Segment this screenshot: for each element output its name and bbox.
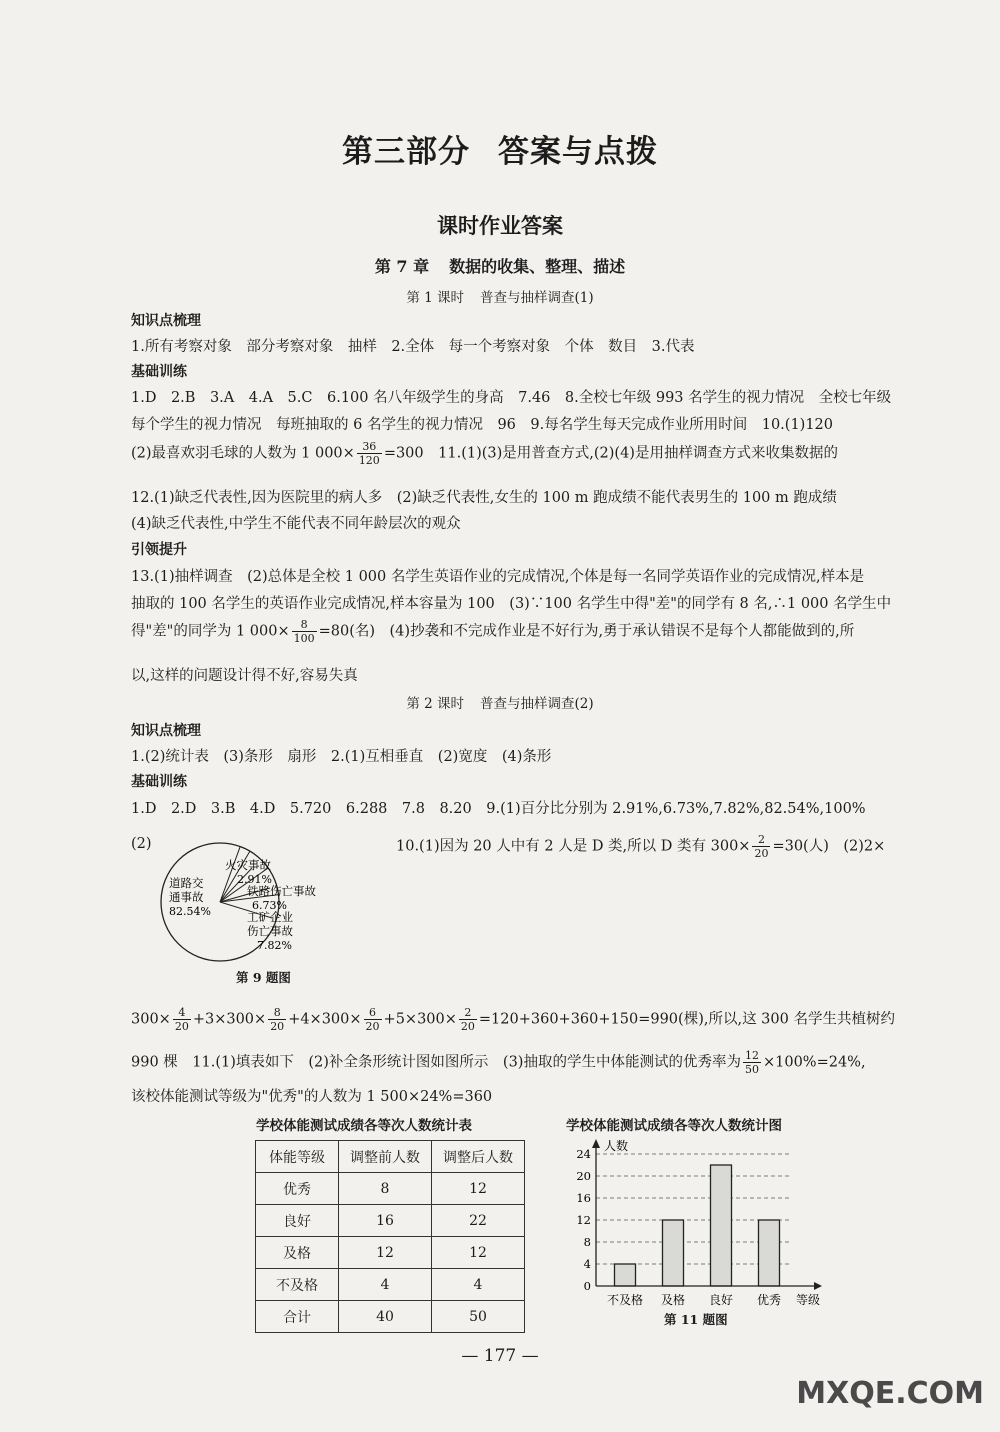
table-header-cell: 调整后人数 [432, 1141, 525, 1173]
fraction-denominator: 50 [744, 1063, 759, 1076]
table-cell: 50 [432, 1301, 525, 1333]
pie-label-rail: 铁路伤亡事故 [247, 884, 316, 898]
table-cell: 16 [339, 1205, 432, 1237]
pie-label-mine-1: 工矿企业 [247, 910, 293, 924]
fraction [752, 833, 770, 860]
fraction-denominator: 20 [754, 847, 769, 860]
table-header-cell: 调整前人数 [339, 1141, 432, 1173]
table-cell: 12 [432, 1173, 525, 1205]
x-tick-label: 良好 [708, 1293, 734, 1307]
pie-label-mine-2: 伤亡事故 [247, 924, 293, 938]
fraction [173, 1006, 191, 1033]
part-number: 第三部分 [342, 134, 470, 170]
table-cell: 良好 [256, 1205, 339, 1237]
lead-line-4: 以,这样的问题设计得不好,容易失真 [131, 668, 358, 684]
basic-line-4: 12.(1)缺乏代表性,因为医院里的病人多 (2)缺乏代表性,女生的 100 m 跑成绩不能代表男生的 100 m 跑成绩 [131, 490, 837, 506]
heading-basic-2: 基础训练 [131, 774, 187, 790]
table-cell: 12 [432, 1237, 525, 1269]
lead-line-3-a: 得"差"的同学为 1 000× [131, 623, 290, 640]
section-title: 课时作业答案 [437, 213, 563, 238]
q10-b: =30(人) (2)2× [772, 838, 886, 855]
table-cell: 8 [339, 1173, 432, 1205]
lead-line-3-b: =80(名) (4)抄袭和不完成作业是不好行为,勇于承认错误不是每个人都能做到的,所 [318, 623, 855, 640]
table-cell: 及格 [256, 1237, 339, 1269]
lead-line-3 [131, 618, 854, 645]
basic-line-3-b: =300 11.(1)(3)是用普查方式,(2)(4)是用抽样调查方式来收集数据的 [383, 445, 838, 462]
knowledge-line-2: 1.(2)统计表 (3)条形 扇形 2.(1)互相垂直 (2)宽度 (4)条形 [131, 749, 552, 765]
fraction-denominator: 100 [293, 632, 315, 645]
table-cell: 4 [339, 1269, 432, 1301]
fraction [292, 618, 317, 645]
basic-line-3-a: (2)最喜欢羽毛球的人数为 1 000× [131, 445, 355, 462]
q10-line [396, 833, 885, 860]
pie-pct-road: 82.54% [169, 905, 211, 918]
table-cell: 合计 [256, 1301, 339, 1333]
x-axis-label: 等级 [796, 1293, 821, 1307]
basic-line-2: 每个学生的视力情况 每班抽取的 6 名学生的视力情况 96 9.每名学生每天完成作业所用时间 10.(1)120 [131, 417, 834, 433]
lesson1-name: 普查与抽样调查(1) [480, 290, 594, 306]
x-tick-label: 及格 [660, 1293, 686, 1307]
pie-pct-mine: 7.82% [257, 939, 292, 952]
table-row [256, 1205, 525, 1237]
chapter-name: 数据的收集、整理、描述 [449, 257, 626, 276]
bar-chart-title: 学校体能测试成绩各等次人数统计图 [566, 1118, 782, 1134]
q11-line-2: 该校体能测试等级为"优秀"的人数为 1 500×24%=360 [131, 1089, 493, 1105]
pie-pct-fire: 2.91% [237, 873, 272, 886]
table-row [256, 1173, 525, 1205]
q10-a: 10.(1)因为 20 人中有 2 人是 D 类,所以 D 类有 300× [396, 838, 751, 855]
calc-a: 300× [131, 1011, 171, 1028]
fraction-denominator: 20 [270, 1020, 285, 1033]
watermark-logo: MXQE.COM [796, 1376, 984, 1411]
table-header-row [256, 1141, 525, 1173]
fraction-denominator: 120 [358, 454, 380, 467]
bar-chart-yticks [576, 1147, 591, 1293]
lead-line-2: 抽取的 100 名学生的英语作业完成情况,样本容量为 100 (3)∵100 名学生中得"差"的同学有 8 名,∴1 000 名学生中 [131, 596, 892, 612]
heading-knowledge-2: 知识点梳理 [131, 723, 201, 739]
y-tick-label: 4 [583, 1257, 591, 1271]
basic-line-1: 1.D 2.B 3.A 4.A 5.C 6.100 名八年级学生的身高 7.46 8.全校七年级 993 名学生的视力情况 全校七年级 [131, 390, 892, 406]
page-number: — 177 — [461, 1346, 539, 1366]
table-title: 学校体能测试成绩各等次人数统计表 [256, 1118, 472, 1134]
accident-pie-chart [140, 838, 400, 988]
lesson1-number: 第 1 课时 [406, 290, 465, 306]
lesson1-title [0, 286, 1000, 306]
fraction [364, 1006, 382, 1033]
pie-label-fire: 火灾事故 [225, 858, 271, 872]
bar-chart-bars [615, 1165, 780, 1286]
lesson2-title [0, 692, 1000, 712]
y-tick-label: 20 [576, 1169, 591, 1183]
fraction-denominator: 20 [365, 1020, 380, 1033]
y-tick-label: 8 [583, 1235, 591, 1249]
table-cell: 优秀 [256, 1173, 339, 1205]
y-axis-label: 人数 [604, 1139, 629, 1153]
fraction [743, 1049, 761, 1076]
part-title [0, 126, 1000, 171]
lesson2-number: 第 2 课时 [406, 696, 465, 712]
calc-d: +5×300× [383, 1011, 457, 1028]
q9-label: (2) [131, 836, 152, 852]
fraction-numerator: 4 [173, 1006, 191, 1020]
heading-knowledge: 知识点梳理 [131, 313, 201, 329]
q11-a: 990 棵 11.(1)填表如下 (2)补全条形统计图如图所示 (3)抽取的学生中体能测试的优秀率为 [131, 1054, 741, 1071]
lesson2-name: 普查与抽样调查(2) [480, 696, 594, 712]
table-cell: 22 [432, 1205, 525, 1237]
calc-c: +4×300× [288, 1011, 362, 1028]
fraction-numerator: 2 [752, 833, 770, 847]
fraction-denominator: 20 [174, 1020, 189, 1033]
fraction [268, 1006, 286, 1033]
fraction-numerator: 8 [292, 618, 317, 632]
fraction-numerator: 2 [459, 1006, 477, 1020]
calc-e: =120+360+360+150=990(棵),所以,这 300 名学生共植树约 [478, 1011, 895, 1028]
part-name: 答案与点拨 [498, 134, 658, 170]
fraction [459, 1006, 477, 1033]
table-cell: 12 [339, 1237, 432, 1269]
fraction-denominator: 20 [460, 1020, 475, 1033]
x-tick-label: 优秀 [756, 1293, 782, 1307]
fraction-numerator: 6 [364, 1006, 382, 1020]
knowledge-line: 1.所有考察对象 部分考察对象 抽样 2.全体 每一个考察对象 个体 数目 3.代表 [131, 339, 695, 355]
table-cell: 4 [432, 1269, 525, 1301]
q11-line [131, 1049, 866, 1076]
bar [759, 1220, 780, 1286]
fraction-numerator: 12 [744, 1049, 759, 1062]
pie-label-road-2: 通事故 [169, 890, 204, 904]
y-tick-label: 12 [576, 1213, 591, 1227]
heading-lead: 引领提升 [131, 542, 187, 558]
bar-chart-xlabels [607, 1292, 781, 1307]
y-axis-arrow [592, 1139, 600, 1148]
heading-basic: 基础训练 [131, 364, 187, 380]
bar [615, 1264, 636, 1286]
x-axis-arrow [814, 1282, 822, 1290]
table-cell: 40 [339, 1301, 432, 1333]
y-tick-label: 24 [576, 1147, 591, 1161]
table-row [256, 1301, 525, 1333]
bar-chart [560, 1134, 840, 1330]
table-row [256, 1269, 525, 1301]
fraction [357, 440, 382, 467]
bar-caption: 第 11 题图 [664, 1312, 728, 1327]
fraction-numerator: 36 [357, 440, 382, 454]
pie-caption: 第 9 题图 [236, 970, 291, 985]
table-cell: 不及格 [256, 1269, 339, 1301]
basic2-line-1: 1.D 2.D 3.B 4.D 5.720 6.288 7.8 8.20 9.(1)百分比分别为 2.91%,6.73%,7.82%,82.54%,100% [131, 801, 866, 817]
q11-b: ×100%=24%, [762, 1054, 866, 1071]
grade-table [255, 1140, 525, 1333]
x-tick-label: 不及格 [606, 1293, 644, 1307]
pie-pct-rail: 6.73% [252, 899, 287, 912]
y-tick-label: 16 [576, 1191, 591, 1205]
bar [663, 1220, 684, 1286]
fraction-numerator: 8 [268, 1006, 286, 1020]
bar [711, 1165, 732, 1286]
table-header-cell: 体能等级 [256, 1141, 339, 1173]
lead-line-1: 13.(1)抽样调查 (2)总体是全校 1 000 名学生英语作业的完成情况,个体是每一名同学英语作业的完成情况,样本是 [131, 569, 865, 585]
table-row [256, 1237, 525, 1269]
calc-line [131, 1006, 895, 1033]
pie-label-road-1: 道路交 [169, 876, 204, 890]
chapter-number: 第 7 章 [374, 257, 430, 276]
calc-b: +3×300× [192, 1011, 267, 1028]
basic-line-3 [131, 440, 838, 467]
y-tick-label: 0 [583, 1279, 591, 1293]
basic-line-5: (4)缺乏代表性,中学生不能代表不同年龄层次的观众 [131, 516, 461, 532]
chapter-title [0, 254, 1000, 277]
